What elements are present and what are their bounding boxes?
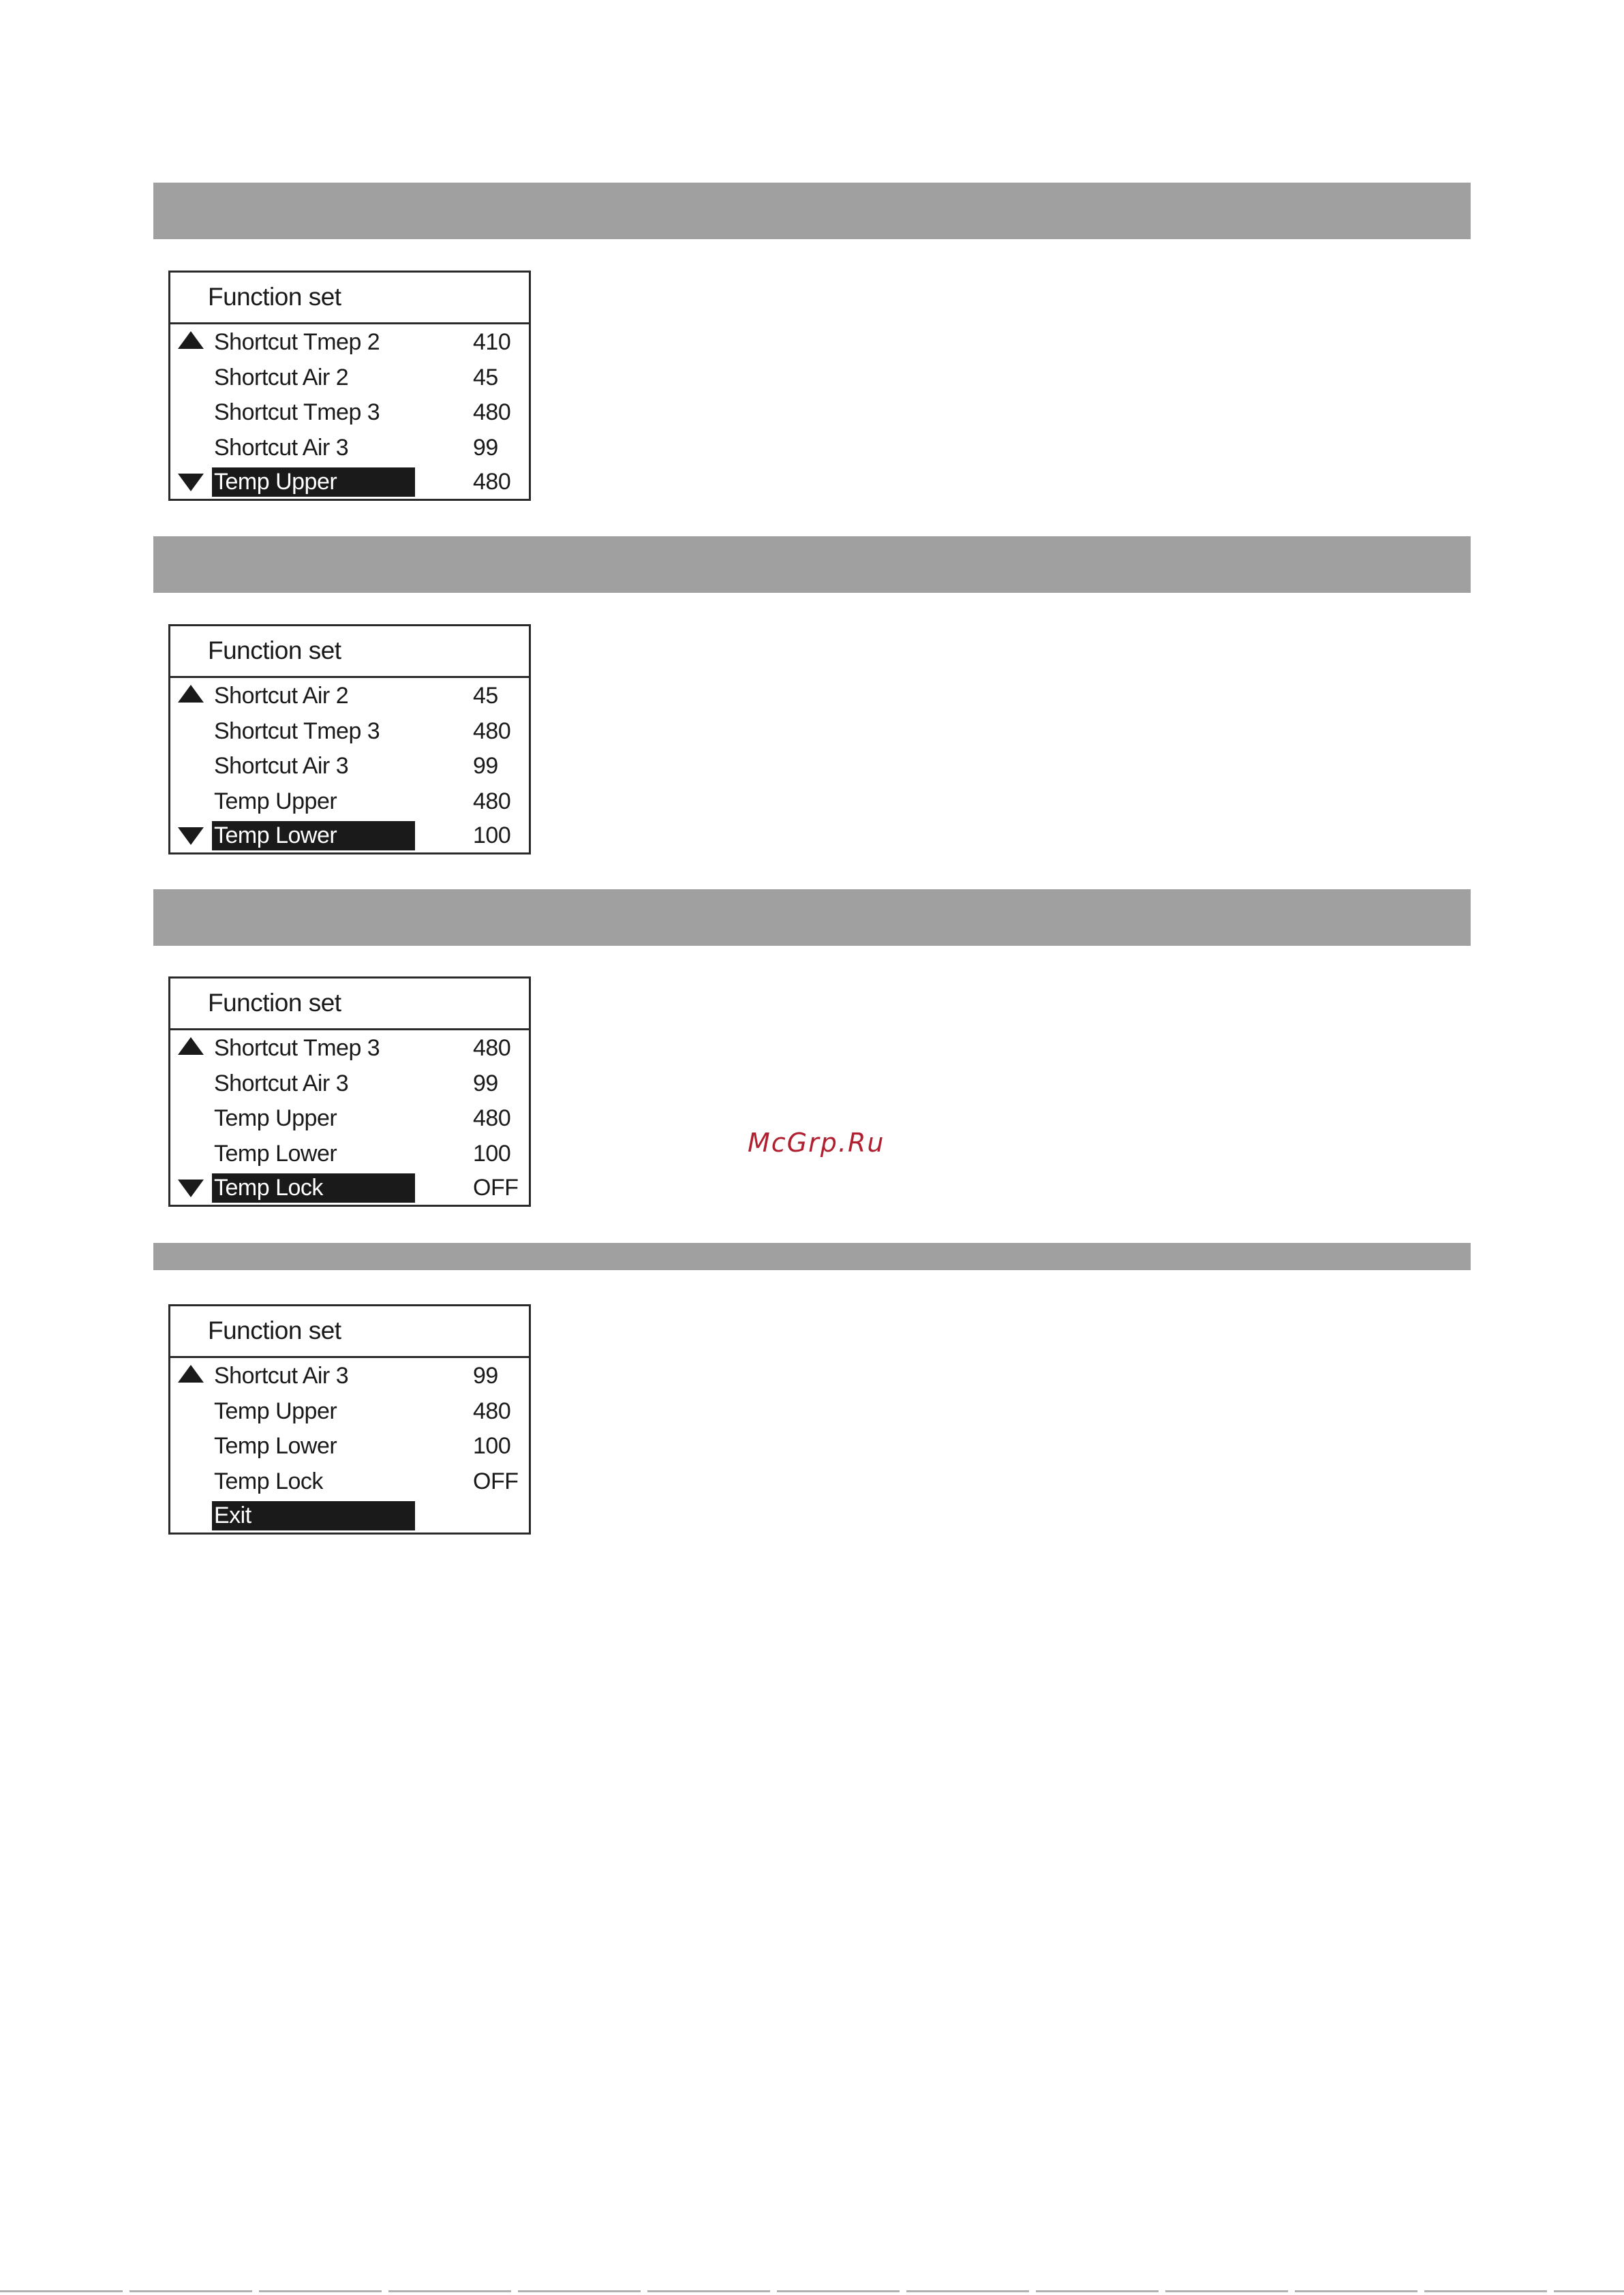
scroll-down-arrow-icon xyxy=(178,827,204,845)
screen-title: Function set xyxy=(208,1316,341,1344)
scroll-down-arrow-icon xyxy=(178,474,204,491)
menu-row[interactable] xyxy=(170,785,529,818)
menu-row[interactable] xyxy=(170,819,529,852)
menu-row[interactable] xyxy=(170,679,529,712)
menu-row-label: Temp Lower xyxy=(212,821,415,850)
menu-row-value: 480 xyxy=(473,399,511,425)
menu-row-label: Shortcut Air 2 xyxy=(214,365,349,390)
watermark-text: McGrp.Ru xyxy=(748,1128,885,1158)
menu-row[interactable] xyxy=(170,1395,529,1428)
title-divider xyxy=(170,676,529,678)
section-band-2 xyxy=(153,536,1471,593)
section-band-4 xyxy=(153,1243,1471,1270)
function-set-screen-1 xyxy=(168,271,531,501)
scroll-up-arrow-icon xyxy=(178,1365,204,1383)
menu-row[interactable] xyxy=(170,361,529,394)
title-divider xyxy=(170,322,529,324)
function-set-screen-3 xyxy=(168,976,531,1207)
menu-row-value: 410 xyxy=(473,329,511,355)
menu-row-value: 100 xyxy=(473,822,511,848)
menu-row-label: Temp Lock xyxy=(214,1468,323,1494)
menu-row-value: 45 xyxy=(473,683,498,709)
menu-row[interactable] xyxy=(170,1137,529,1170)
menu-row-value: 99 xyxy=(473,753,498,779)
bottom-rule xyxy=(0,2290,1624,2292)
menu-row-value: 480 xyxy=(473,469,511,495)
menu-row-value: 480 xyxy=(473,1035,511,1061)
menu-row-label: Shortcut Tmep 3 xyxy=(214,399,380,425)
menu-row-value: 99 xyxy=(473,1363,498,1389)
menu-row[interactable] xyxy=(170,1359,529,1392)
menu-row[interactable] xyxy=(170,1171,529,1204)
menu-row-label: Temp Lock xyxy=(212,1173,415,1203)
menu-row[interactable] xyxy=(170,326,529,358)
menu-row-label: Shortcut Air 3 xyxy=(214,753,349,779)
menu-row-label: Temp Upper xyxy=(212,467,415,497)
menu-row[interactable] xyxy=(170,396,529,429)
screen-title: Function set xyxy=(208,636,341,664)
menu-row-label: Temp Upper xyxy=(214,1105,337,1131)
menu-row-value: 99 xyxy=(473,435,498,461)
menu-row[interactable] xyxy=(170,1032,529,1064)
menu-row-value: OFF xyxy=(473,1175,519,1201)
menu-row[interactable] xyxy=(170,431,529,464)
menu-row-label: Shortcut Air 2 xyxy=(214,683,349,709)
menu-row-label: Shortcut Tmep 3 xyxy=(214,1035,380,1061)
screen-title: Function set xyxy=(208,989,341,1017)
menu-row[interactable] xyxy=(170,1465,529,1498)
menu-row-label: Shortcut Air 3 xyxy=(214,1071,349,1096)
menu-row-value: OFF xyxy=(473,1468,519,1494)
menu-row-label: Exit xyxy=(212,1501,415,1530)
menu-row-value: 480 xyxy=(473,1398,511,1424)
menu-row-value: 45 xyxy=(473,365,498,390)
menu-row-label: Shortcut Tmep 2 xyxy=(214,329,380,355)
title-divider xyxy=(170,1028,529,1030)
title-divider xyxy=(170,1356,529,1358)
menu-row[interactable] xyxy=(170,1102,529,1135)
menu-row[interactable] xyxy=(170,1067,529,1100)
menu-row-label: Temp Lower xyxy=(214,1433,337,1459)
menu-row-value: 480 xyxy=(473,1105,511,1131)
menu-row-value: 100 xyxy=(473,1141,511,1167)
menu-row[interactable] xyxy=(170,1499,529,1532)
section-band-1 xyxy=(153,183,1471,239)
menu-row[interactable] xyxy=(170,750,529,782)
screen-title: Function set xyxy=(208,283,341,311)
menu-row-value: 99 xyxy=(473,1071,498,1096)
function-set-screen-4 xyxy=(168,1304,531,1535)
menu-row[interactable] xyxy=(170,465,529,498)
menu-row-label: Shortcut Air 3 xyxy=(214,435,349,461)
menu-row-label: Temp Lower xyxy=(214,1141,337,1167)
scroll-down-arrow-icon xyxy=(178,1180,204,1197)
menu-row-label: Shortcut Air 3 xyxy=(214,1363,349,1389)
section-band-3 xyxy=(153,889,1471,946)
menu-row-value: 480 xyxy=(473,788,511,814)
menu-row-label: Shortcut Tmep 3 xyxy=(214,718,380,744)
menu-row[interactable] xyxy=(170,1430,529,1462)
menu-row[interactable] xyxy=(170,715,529,748)
function-set-screen-2 xyxy=(168,624,531,854)
scroll-up-arrow-icon xyxy=(178,331,204,349)
scroll-up-arrow-icon xyxy=(178,685,204,703)
menu-row-label: Temp Upper xyxy=(214,1398,337,1424)
scroll-up-arrow-icon xyxy=(178,1037,204,1055)
menu-row-value: 100 xyxy=(473,1433,511,1459)
menu-row-value: 480 xyxy=(473,718,511,744)
menu-row-label: Temp Upper xyxy=(214,788,337,814)
